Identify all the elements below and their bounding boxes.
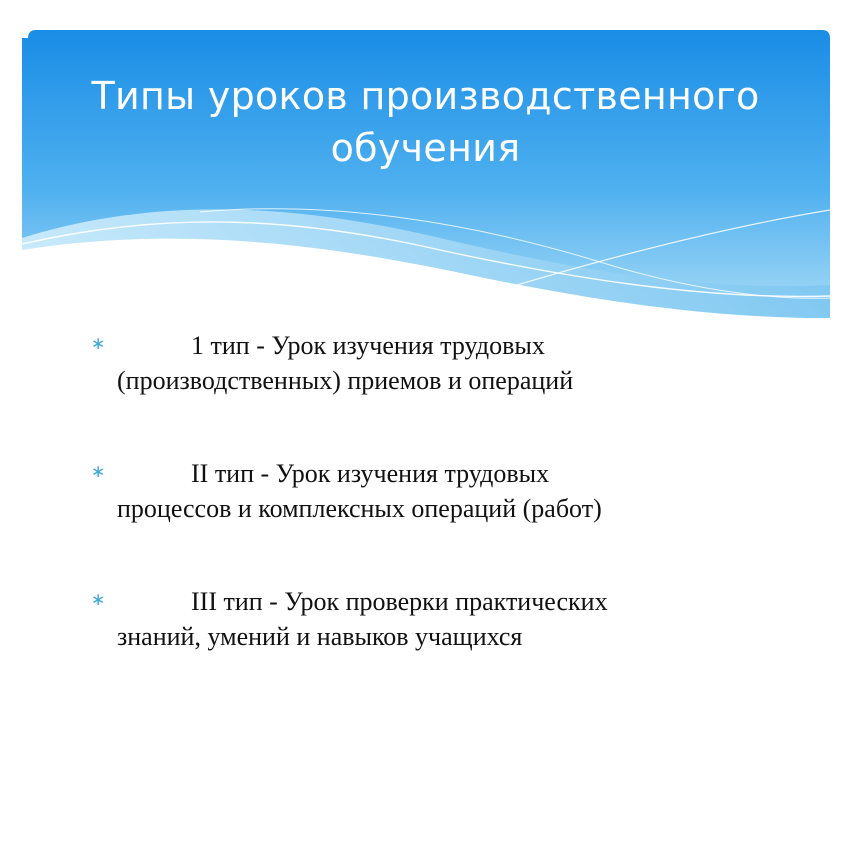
bullet-3-line2: знаний, умений и навыков учащихся: [117, 622, 523, 651]
bullet-1-line1: 1 тип - Урок изучения трудовых: [191, 331, 545, 360]
slide-header-banner: [0, 0, 851, 330]
bullet-item-1: [0, 328, 851, 456]
bullet-item-3: [0, 584, 851, 712]
slide-title-line1: Типы уроков производственного: [91, 74, 760, 118]
bullet-item-2: [0, 456, 851, 584]
bullet-3-line1: III тип - Урок проверки практических: [191, 587, 608, 616]
asterisk-bullet-icon: ∗: [91, 590, 106, 610]
bullet-2-line1: II тип - Урок изучения трудовых: [191, 459, 550, 488]
asterisk-bullet-icon: ∗: [91, 462, 106, 482]
slide-title: [40, 70, 811, 174]
bullet-text-2: [117, 456, 797, 526]
slide-title-line2: обучения: [330, 126, 521, 170]
bullet-2-line2: процессов и комплексных операций (работ): [117, 494, 602, 523]
bullet-text-1: [117, 328, 797, 398]
bullet-list: [0, 328, 851, 712]
bullet-text-3: [117, 584, 797, 654]
asterisk-bullet-icon: ∗: [91, 334, 106, 354]
bullet-1-line2: (производственных) приемов и операций: [117, 366, 574, 395]
